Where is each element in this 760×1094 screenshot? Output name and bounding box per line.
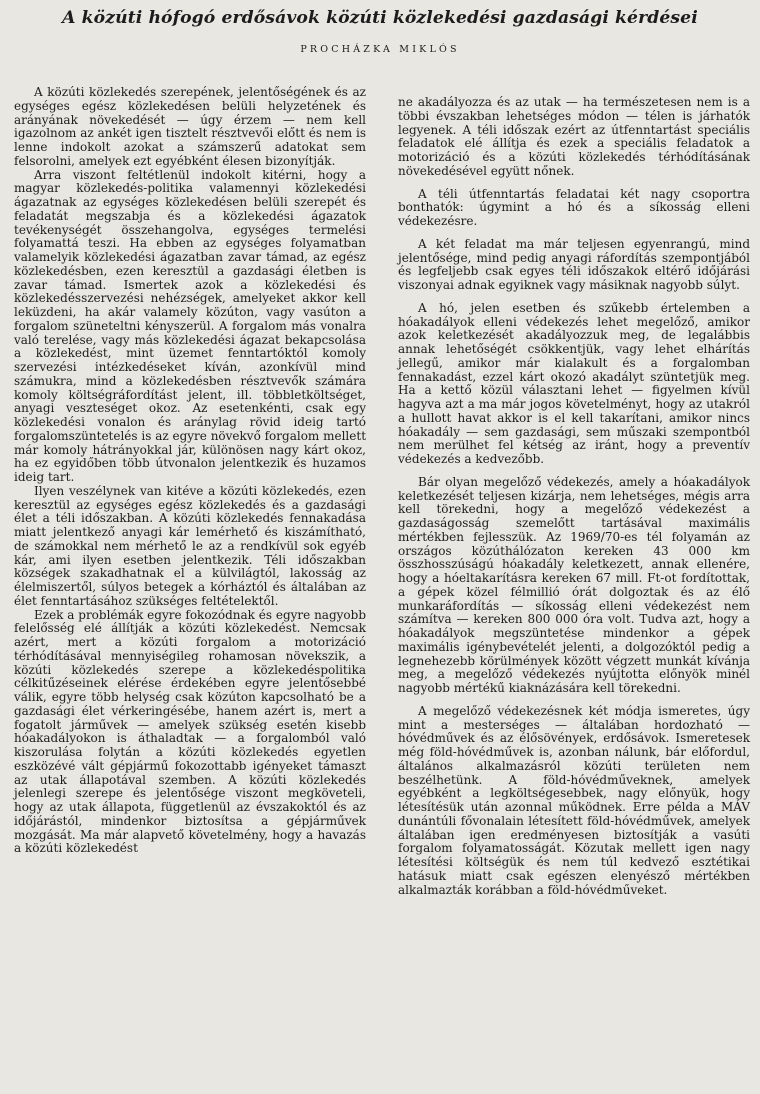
- paragraph: A megelőző védekezésnek két módja ismeretes, úgy mint a mesterséges — általában hordozható — hóvédművek és az élősövények, erdősávok. Ismeretesek még föld-hóvédművek is, azonban nálunk, bár előfordul, általános alkalmazásról közúti területen nem beszélhetünk. A föld-hóvédműveknek, amelyek egyébként a legköltségesebbek, nagy előnyük, hogy létesítésük után azonnal működnek. Erre példa a MÁV dunántúli fővonalain létesített föld-hóvédművek, amelyek általában igen eredményesen biztosítják a vasúti forgalom folyamatosságát. Közutak mellett igen nagy létesítési költségük és nem túl kedvező esztétikai hatásuk miatt csak egészen elenyésző mértékben alkalmazták korábban a föld-hóvédműveket.: [398, 703, 750, 897]
- left-column: [14, 86, 366, 856]
- article-author: PROCHÁZKA MIKLÓS: [300, 44, 460, 55]
- paragraph: A téli útfenntartás feladatai két nagy csoportra bonthatók: úgymint a hó és a síkosság elleni védekezésre.: [398, 186, 750, 228]
- paragraph-continued: ne akadályozza és az utak — ha természetesen nem is a többi évszakban lehetséges módon — télen is járhatók legyenek. A téli időszak ezért az útfenntartást speciális feladatok elé állítja és ezek a speciális feladatok a motorizáció és a közúti közlekedés térhódításának növekedésével együtt nőnek.: [398, 95, 750, 178]
- paragraph: A hó, jelen esetben és szűkebb értelemben a hóakadályok elleni védekezés lehet megelőző, amikor azok keletkezését akadályozzuk meg, de legalábbis annak lehetőségét csökkentjük, vagy lehet elhárítás jellegű, amikor már kialakult és a forgalomban fennakadást, ezzel kárt okozó akadályt szüntetjük meg. Ha a kettő közül választani lehet — figyelmen kívül hagyva azt a ma már jogos követelményt, hogy az utakról a hullott havat akkor is el kell takarítani, amikor nincs hóakadály — sem gazdasági, sem műszaki szempontból nem merülhet fel kétség az iránt, hogy a preventív védekezés a kedvezőbb.: [398, 300, 750, 466]
- right-column: [398, 96, 750, 897]
- paragraph: Arra viszont feltétlenül indokolt kitérni, hogy a magyar közlekedés-politika valamennyi közlekedési ágazatnak az egységes közlekedésen belüli szerepét és feladatát megszabja és a közlekedési ágazatok tevékenységét összehangolva, egységes termelési folyamattá teszi. Ha ebben az egységes folyamatban valamelyik közlekedési ágazatban zavar támad, az egész közlekedésben, ezen keresztül a gazdasági életben is zavar támad. Ismertek azok a közlekedési és közlekedésszervezési nehézségek, amelyeket akkor kell leküzdeni, ha akár valamely közúton, vagy vasúton a forgalom szüneteltni kényszerül. A forgalom más vonalra való terelése, vagy más közlekedési ágazat bekapcsolása a közlekedést, mint üzemet fenntartóktól komoly szervezési intézkedéseket kíván, azonkívül mind számukra, mind a közlekedésben résztvevők számára komoly költségráfordítást jelent, ill. többletköltséget, anyagi veszteséget okoz. Az esetenkénti, csak egy közlekedési vonalon és aránylag rövid ideig tartó forgalomszüntetelés is az egyre növekvő forgalom mellett már komoly hátrányokkal jár, különösen nagy kárt okoz, ha ez egyidőben több útvonalon jelentkezik és huzamos ideig tart.: [14, 167, 367, 484]
- paragraph: Ezek a problémák egyre fokozódnak és egyre nagyobb felelősség elé állítják a közúti közlekedést. Nemcsak azért, mert a közúti forgalom a motorizáció térhódításával mennyiségileg rohamosan növekszik, a közúti közlekedés szerepe a közlekedéspolitika célkitűzéseinek elérése érdekében egyre jelentősebbé válik, egyre több helység csak közúton kapcsolható be a gazdasági élet vérkeringésébe, hanem azért is, mert a fogatolt járművek — amelyek szükség esetén kisebb hóakadályokon is áthaladtak — a forgalomból való kiszorulása folytán a közúti közlekedés egyetlen eszközévé vált gépjármű fokozottabb igényeket támaszt az utak állapotával szemben. A közúti közlekedés jelenlegi szerepe és jelentősége viszont megköveteli, hogy az utak állapota, függetlenül az évszakoktól és az időjárástól, mindenkor biztosítsa a gépjárművek mozgását. Ma már alapvető követelmény, hogy a havazás a közúti közlekedést: [14, 607, 366, 856]
- paragraph: Bár olyan megelőző védekezés, amely a hóakadályok keletkezését teljesen kizárja, nem lehetséges, mégis arra kell törekedni, hogy a megelőző védekezést a gazdaságosság szemelőtt tartásával maximális mértékben fejlesszük. Az 1969/70-es tél folyamán az országos közúthálózaton kereken 43 000 km összhosszúságú hóakadály keletkezett, annak ellenére, hogy a hóeltakarításra kereken 67 mill. Ft-ot fordítottak, a gépek közel félmillió órát dolgoztak és az élő munkaráfordítás — síkosság elleni védekezést nem számítva — kereken 800 000 óra volt. Tudva azt, hogy a hóakadályok megszüntetése mindenkor a gépek maximális igénybevételét jelenti, a dolgozóktól pedig a legnehezebb körülmények között végzett munkát kívánja meg, a megelőző védekezés nyújtotta előnyök minél nagyobb mértékű kiaknázására kell törekedni.: [398, 474, 750, 695]
- paragraph: A két feladat ma már teljesen egyenrangú, mind jelentősége, mind pedig anyagi ráfordítás szempontjából és legfeljebb csak egyes téli időszakok eltérő időjárási viszonyai adnak egyiknek vagy másiknak nagyobb súlyt.: [398, 236, 750, 292]
- paragraph: A közúti közlekedés szerepének, jelentőségének és az egységes egész közlekedésen belüli helyzetének és arányának növekedését — úgy érzem — nem kell igazolnom az ankét igen tisztelt résztvevői előtt és nem is lenne indokolt azokat a számszerű adatokat sem felsorolni, amelyek ezt egyébként élesen bizonyítják.: [14, 85, 366, 168]
- paragraph: Ilyen veszélynek van kitéve a közúti közlekedés, ezen keresztül az egységes egész közlekedés és a gazdasági élet a téli időszakban. A közúti közlekedés fennakadása miatt jelentkező anyagi kár lemérhető és kiszámítható, de számokkal nem mérhető le az a rendkívül sok egyéb kár, ami ilyen esetben jelentkezik. Téli időszakban községek szakadhatnak el a külvilágtól, lakosság az élelmiszertől, súlyos betegek a kórháztól és általában az élet fenntartásához szükséges feltételektől.: [14, 483, 366, 608]
- article-title: A közúti hófogó erdősávok közúti közlekedési gazdasági kérdései: [62, 8, 698, 28]
